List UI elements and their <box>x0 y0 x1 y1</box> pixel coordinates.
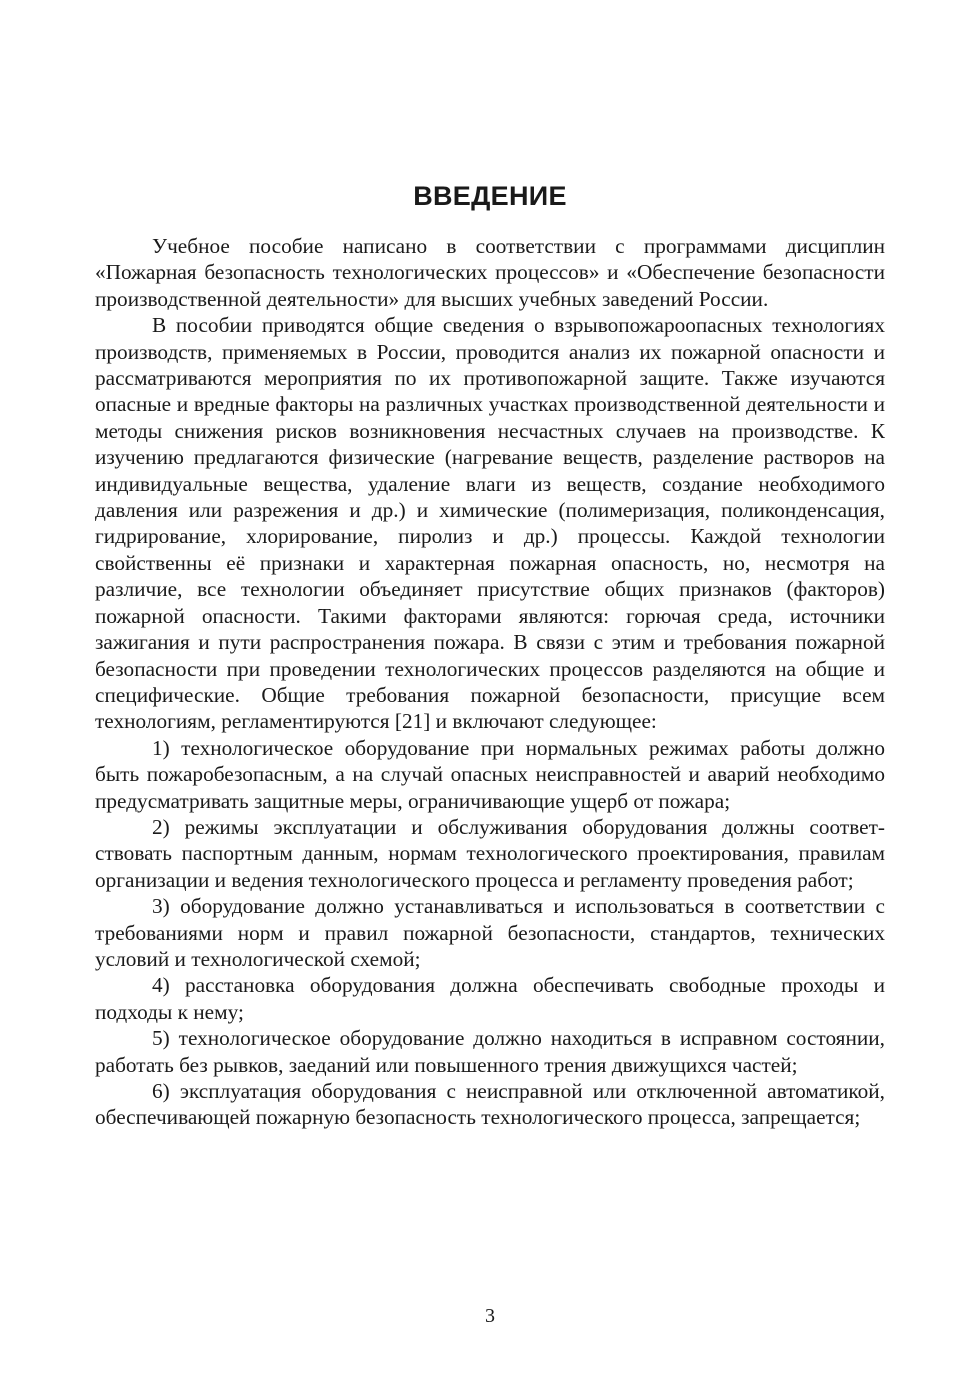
list-item-6: 6) эксплуатация оборудования с неисправной или отключенной автоматикой, обеспечивающей пожарную безопасность технологического процесса, запрещается; <box>95 1079 885 1130</box>
list-item-1: 1) технологическое оборудование при нормальных режимах работы должно быть пожаробезопасным, а на случай опасных неисправностей и аварий необходимо предусматривать защитные меры, ограничивающие ущерб от пожара; <box>95 735 885 813</box>
page-number: 3 <box>485 1305 495 1327</box>
page-title: ВВЕДЕНИЕ <box>413 181 567 211</box>
paragraph-intro: Учебное пособие написано в соответствии с программами дисциплин «Пожарная безопасность технологических процессов» и «Обеспечение безопасности производственной деятельности» для высших учебных заведений России. <box>95 234 885 311</box>
list-item-3: 3) оборудование должно устанавливаться и использоваться в соответствии с требованиями норм и правил пожарной безопасности, стандартов, технических условий и технологической схемой; <box>95 894 885 971</box>
list-item-5: 5) технологическое оборудование должно находиться в исправном состоянии, работать без рывков, заеданий или повышенного трения движущихся частей; <box>95 1026 885 1077</box>
list-item-2: 2) режимы эксплуатации и обслуживания оборудования должны соответствовать паспортным данным, нормам технологического проектирования, правилам организации и ведения технологического процесса и регламенту проведения работ; <box>95 814 885 892</box>
body-text <box>95 233 885 1131</box>
paragraph-overview: В пособии приводятся общие сведения о взрывопожароопасных технологиях производств, применяемых в России, проводится анализ их пожарной опасности и рассматриваются мероприятия по их противопожарной защите. Также изучаются опасные и вредные факторы на различных участках производственной деятельности и методы снижения рисков возникновения несчастных случаев на производстве. К изучению предлагаются физические (нагревание веществ, разделение растворов на индивидуальные вещества, удаление влаги из веществ, создание необходимого давления или разрежения и др.) и химические (полимеризация, поликонденсация, гидрирование, хлорирование, пиролиз и др.) процессы. Каждой технологии свойственны её признаки и характерная пожарная опасность, но, несмотря на различие, все технологии объединяет присутствие общих признаков (факторов) пожарной опасности. Такими факторами являются: горючая среда, источники зажигания и пути распространения пожара. В связи с этим и требования пожарной безопасности при проведении технологических процессов разделяются на общие и специфические. Общие требования пожарной безопасности, присущие всем технологиям, регламентируются [21] и включают следующее: <box>95 313 885 734</box>
list-item-4: 4) расстановка оборудования должна обеспечивать свободные проходы и подходы к нему; <box>95 973 885 1024</box>
